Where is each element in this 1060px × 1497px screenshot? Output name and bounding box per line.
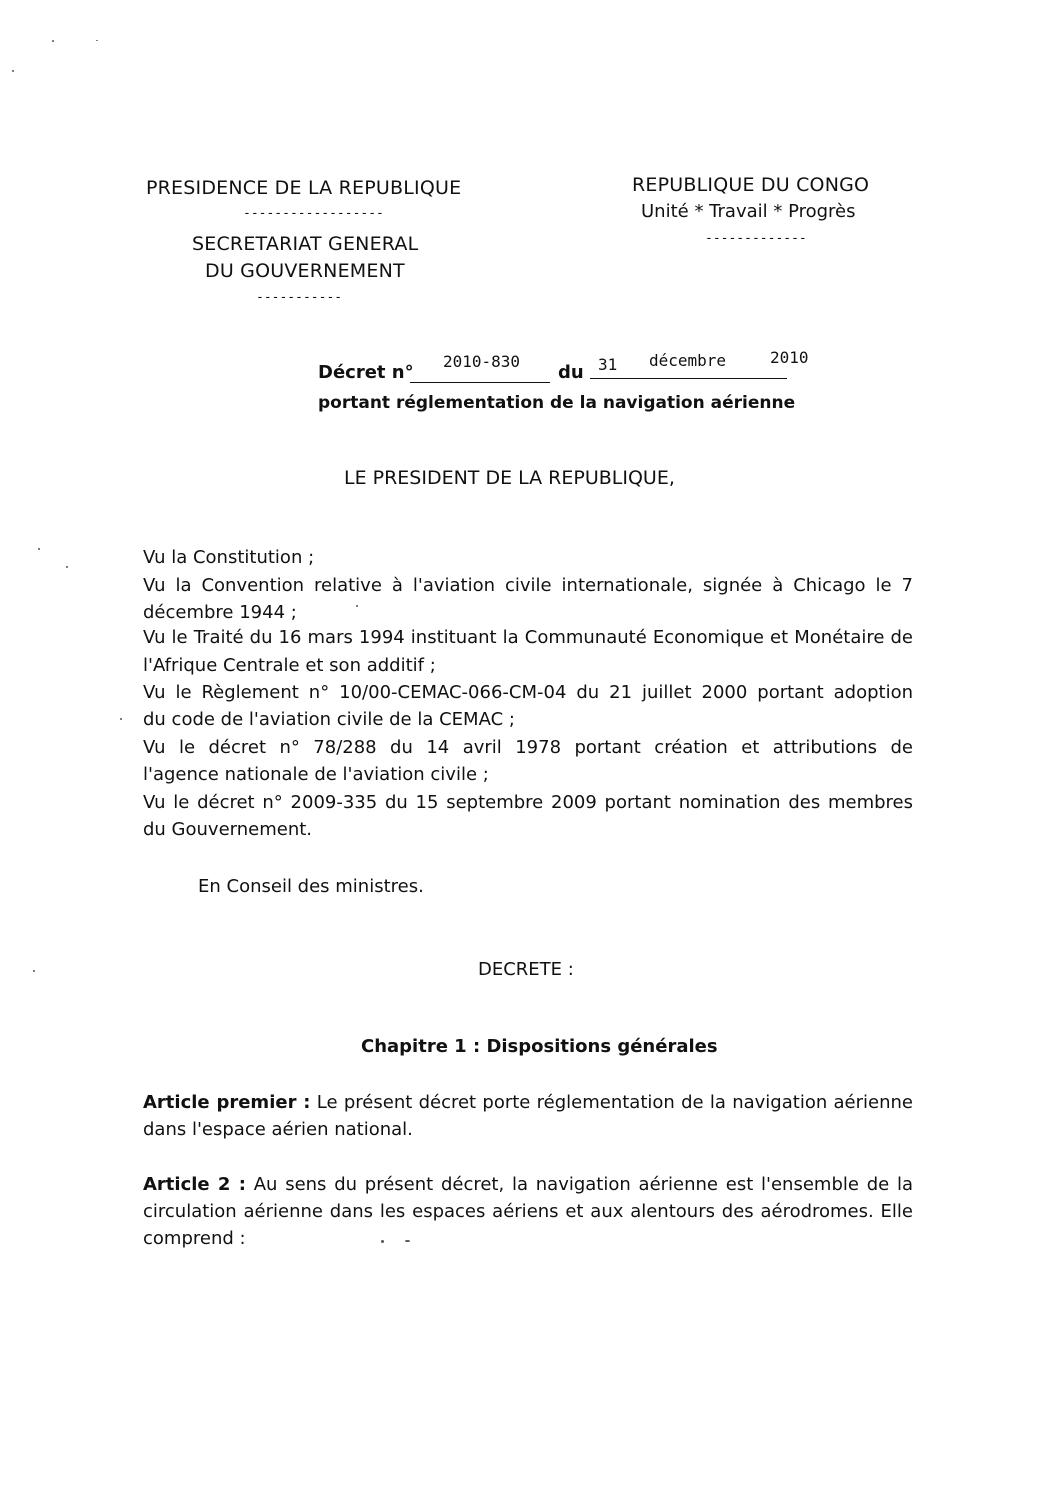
scan-speck — [52, 40, 54, 42]
header-presidence: PRESIDENCE DE LA REPUBLIQUE — [146, 177, 462, 199]
visa-line-3: décembre 1944 ; — [143, 602, 297, 623]
visa-line-7: du code de l'aviation civile de la CEMAC ; — [143, 709, 515, 730]
scan-speck — [356, 605, 358, 607]
scan-speck — [120, 718, 122, 720]
visa-line-9: l'agence nationale de l'aviation civile ; — [143, 764, 489, 785]
decree-number: 2010-830 — [443, 352, 521, 371]
visa-line-2: Vu la Convention relative à l'aviation civile internationale, signée à Chicago le 7 — [143, 575, 913, 596]
header-gouvernement: DU GOUVERNEMENT — [205, 260, 405, 282]
article-1-text-1: Le présent décret porte réglementation de la navigation aérienne — [316, 1092, 913, 1113]
scan-speck — [33, 970, 35, 972]
president-heading: LE PRESIDENT DE LA REPUBLIQUE, — [344, 467, 675, 489]
decree-subject: portant réglementation de la navigation aérienne — [318, 393, 796, 413]
visa-line-4: Vu le Traité du 16 mars 1994 instituant la Communauté Economique et Monétaire de — [143, 627, 913, 648]
scan-speck — [405, 1240, 410, 1242]
decree-du: du — [558, 362, 584, 383]
scan-speck — [12, 70, 14, 72]
visa-line-5: l'Afrique Centrale et son additif ; — [143, 655, 436, 676]
header-left-separator-1: ------------------ — [243, 206, 384, 221]
decree-date-month: décembre — [649, 351, 727, 370]
header-right-separator: ------------- — [705, 231, 807, 246]
visa-line-8: Vu le décret n° 78/288 du 14 avril 1978 portant création et attributions de — [143, 737, 913, 758]
chapter-heading: Chapitre 1 : Dispositions générales — [361, 1036, 718, 1057]
scan-speck — [96, 40, 98, 41]
visa-line-11: du Gouvernement. — [143, 819, 313, 840]
header-left-separator-2: ----------- — [256, 290, 343, 305]
visa-line-6: Vu le Règlement n° 10/00-CEMAC-066-CM-04 du 21 juillet 2000 portant adoption — [143, 682, 913, 703]
decree-date-day: 31 — [598, 355, 618, 374]
decrete-heading: DECRETE : — [478, 959, 574, 980]
conseil-line: En Conseil des ministres. — [198, 876, 424, 897]
scan-speck — [66, 566, 68, 568]
decree-label: Décret n° — [318, 362, 414, 383]
visa-line-10: Vu le décret n° 2009-335 du 15 septembre 2009 portant nomination des membres — [143, 792, 913, 813]
header-motto: Unité * Travail * Progrès — [641, 201, 856, 222]
article-2-line-1 — [143, 1174, 913, 1195]
scan-speck — [38, 548, 40, 550]
article-2-text-1: Au sens du présent décret, la navigation aérienne est l'ensemble de la — [253, 1174, 913, 1195]
article-2-line-3: comprend : — [143, 1228, 246, 1249]
article-1-line-2: dans l'espace aérien national. — [143, 1119, 413, 1140]
article-1-line-1 — [143, 1092, 913, 1113]
decree-date-year: 2010 — [770, 348, 809, 367]
article-2-label: Article 2 : — [143, 1174, 246, 1195]
header-secretariat: SECRETARIAT GENERAL — [192, 233, 419, 255]
scan-speck — [381, 1240, 384, 1243]
article-1-label: Article premier : — [143, 1092, 311, 1113]
header-republique: REPUBLIQUE DU CONGO — [632, 174, 870, 196]
visa-line-1: Vu la Constitution ; — [143, 547, 315, 568]
article-2-line-2: circulation aérienne dans les espaces aériens et aux alentours des aérodromes. Elle — [143, 1201, 913, 1222]
